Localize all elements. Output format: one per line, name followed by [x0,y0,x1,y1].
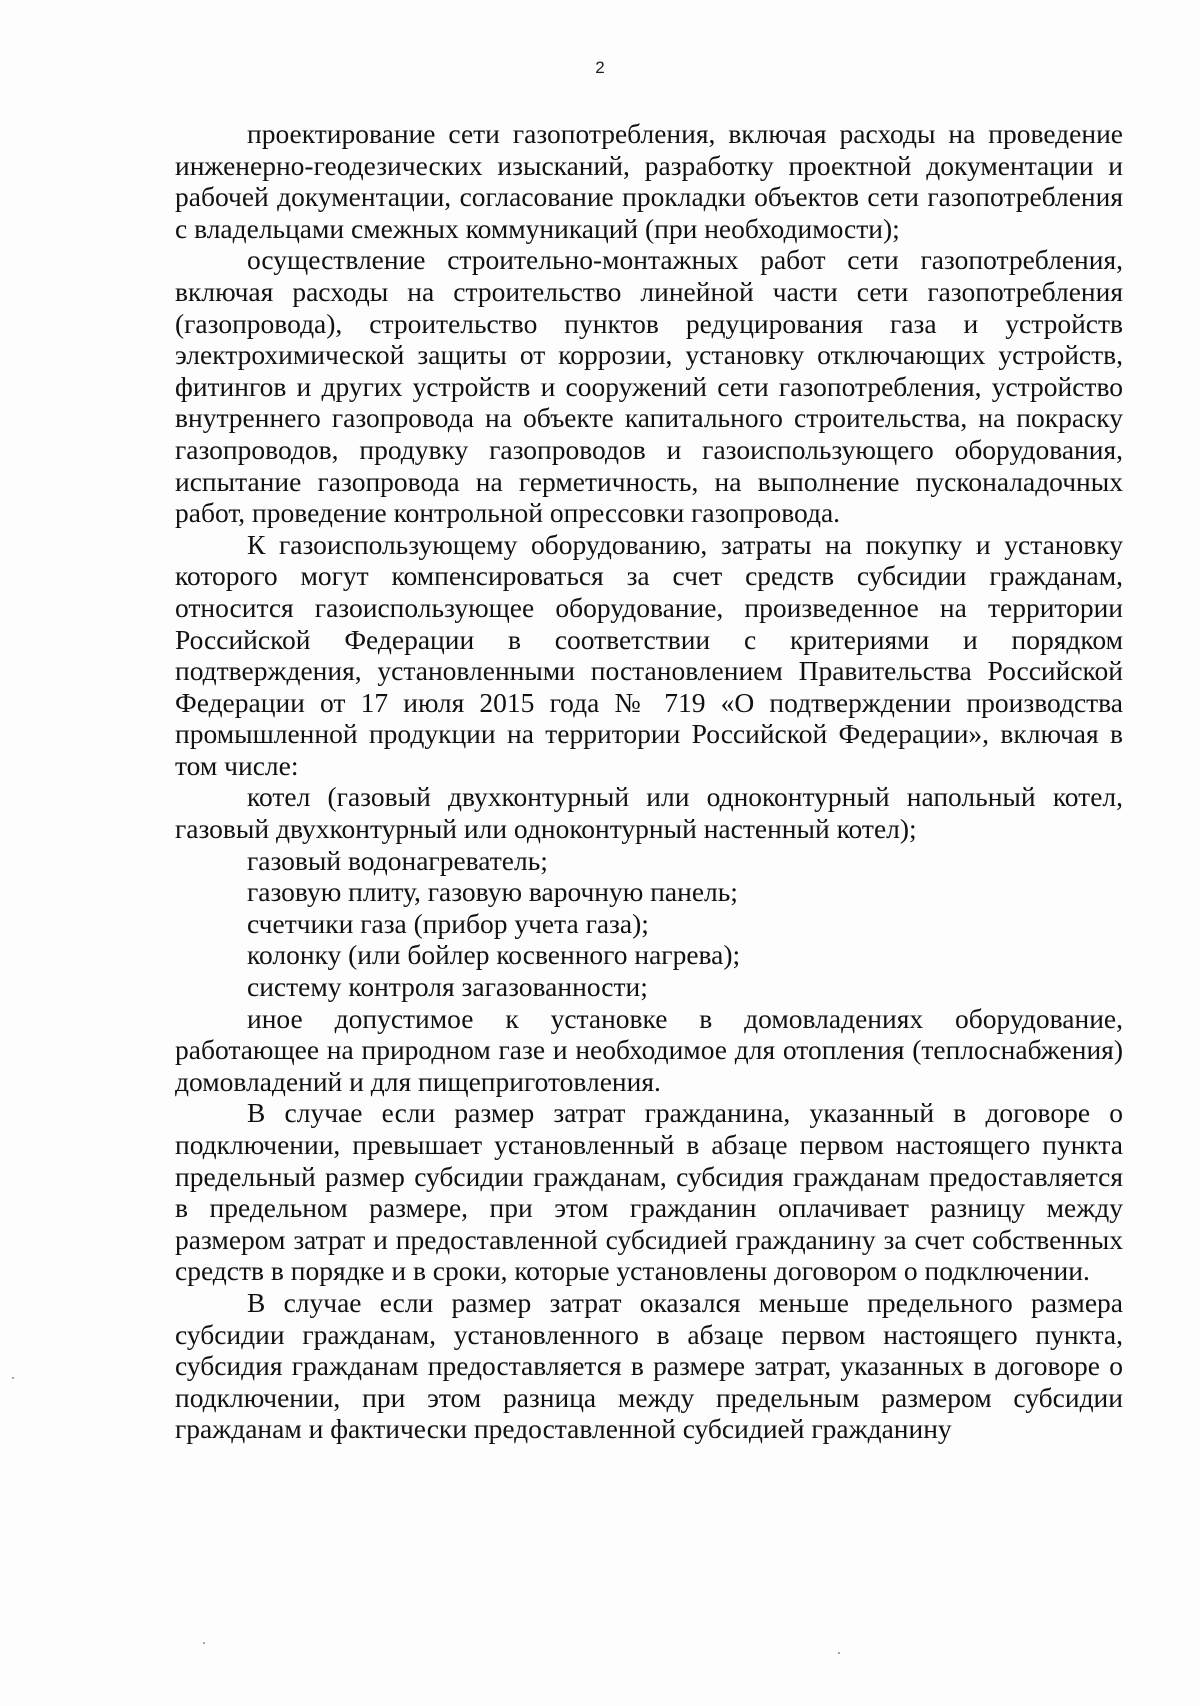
list-item-column: колонку (или бойлер косвенного нагрева); [247,939,741,971]
document-body [175,118,1123,1445]
paragraph-design: проектирование сети газопотребления, включая расходы на проведение инженерно-геодезических изысканий, разработку проектной документации и рабочей документации, согласование прокладки объектов сети газопотребления с владельцами смежных коммуникаций (при необходимости); [175,118,1123,244]
list-item-gas-stove: газовую плиту, газовую варочную панель; [247,876,738,908]
scan-speck [12,1377,14,1379]
paragraph-costs-exceed: В случае если размер затрат гражданина, указанный в договоре о подключении, превышает установленный в абзаце первом настоящего пункта предельный размер субсидии гражданам, субсидия гражданам предоставляется в предельном размере, при этом гражданин оплачивает разницу между размером затрат и предоставленной субсидией гражданину за счет собственных средств в порядке и в сроки, которые установлены договором о подключении. [175,1097,1123,1287]
page-number: 2 [595,58,605,77]
list-item-other-equipment: иное допустимое к установке в домовладениях оборудование, работающее на природном газе и необходимое для отопления (теплоснабжения) домовладений и для пищеприготовления. [175,1002,1123,1097]
paragraph-construction: осуществление строительно-монтажных работ сети газопотребления, включая расходы на строительство линейной части сети газопотребления (газопровода), строительство пунктов редуцирования газа и устройств электрохимической защиты от коррозии, установку отключающих устройств, фитингов и других устройств и сооружений сети газопотребления, устройство внутреннего газопровода на объекте капитального строительства, на покраску газопроводов, продувку газопроводов и газоиспользующего оборудования, испытание газопровода на герметичность, на выполнение пусконаладочных работ, проведение контрольной опрессовки газопровода. [175,244,1123,529]
paragraph-costs-less: В случае если размер затрат оказался меньше предельного размера субсидии гражданам, установленного в абзаце первом настоящего пункта, субсидия гражданам предоставляется в размере затрат, указанных в договоре о подключении, при этом разница между предельным размером субсидии гражданам и фактически предоставленной субсидией гражданину [175,1286,1123,1445]
scan-speck [838,1652,840,1654]
paragraph-equipment-criteria: К газоиспользующему оборудованию, затраты на покупку и установку которого могут компенсироваться за счет средств субсидии гражданам, относится газоиспользующее оборудование, произведенное на территории Российской Федерации в соответствии с критериями и порядком подтверждения, установленными постановлением Правительства Российской Федерации от 17 июля 2015 года № 719 «О подтверждении производства промышленной продукции на территории Российской Федерации», включая в том числе: [175,528,1123,781]
list-item-water-heater: газовый водонагреватель; [247,844,548,876]
list-item-gas-detection: систему контроля загазованности; [247,971,648,1003]
list-item-boiler: котел (газовый двухконтурный или одноконтурный напольный котел, газовый двухконтурный или одноконтурный настенный котел); [175,781,1123,845]
scan-speck [203,1642,205,1644]
list-item-gas-meter: счетчики газа (прибор учета газа); [247,907,649,939]
